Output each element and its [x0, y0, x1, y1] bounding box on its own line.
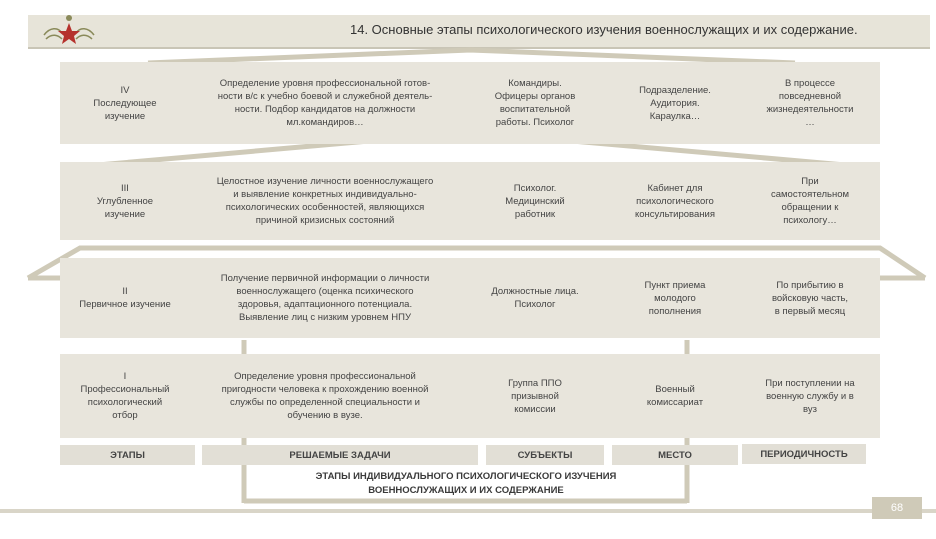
- stage-cell: II Первичное изучение: [79, 286, 171, 310]
- place-cell: Пункт приема молодого пополнения: [644, 279, 706, 317]
- stage-cell: IV Последующее изучение: [93, 84, 157, 122]
- stage-row-1: [60, 354, 880, 438]
- period-cell: По прибытию в войсковую часть, в первый месяц: [771, 279, 849, 317]
- column-header-subjects: СУБЪЕКТЫ: [486, 445, 604, 465]
- tasks-cell: Получение первичной информации о личности военнослужащего (оценка психического здоровья, адаптационного потенциала. Выявление лиц с низким уровнем НПУ: [220, 273, 430, 323]
- stage-row-2: [60, 258, 880, 338]
- stage-row-4: [60, 62, 880, 144]
- bottom-divider: [0, 509, 936, 513]
- place-cell: Подразделение. Аудитория. Караулка…: [639, 84, 711, 122]
- stage-cell: III Углубленное изучение: [96, 182, 154, 220]
- subjects-cell: Группа ППО призывной комиссии: [508, 377, 562, 415]
- period-cell: При поступлении на военную службу и в вуз: [765, 377, 855, 415]
- column-header-tasks: РЕШАЕМЫЕ ЗАДАЧИ: [202, 445, 478, 465]
- subjects-cell: Психолог. Медицинский работник: [505, 182, 565, 220]
- subjects-cell: Командиры. Офицеры органов воспитательной работы. Психолог: [494, 78, 576, 128]
- column-header-place: МЕСТО: [612, 445, 738, 465]
- foundation-caption: ЭТАПЫ ИНДИВИДУАЛЬНОГО ПСИХОЛОГИЧЕСКОГО ИЗУЧЕНИЯ ВОЕННОСЛУЖАЩИХ И ИХ СОДЕРЖАНИЕ: [315, 471, 617, 496]
- subjects-cell: Должностные лица. Психолог: [491, 286, 579, 310]
- place-cell: Кабинет для психологического консультирования: [635, 182, 715, 220]
- column-header-period: ПЕРИОДИЧНОСТЬ: [742, 444, 866, 464]
- column-header-stages: ЭТАПЫ: [60, 445, 195, 465]
- page-title: 14. Основные этапы психологического изучения военнослужащих и их содержание.: [350, 22, 858, 37]
- tasks-cell: Определение уровня профессиональной готов- ности в/с к учебно боевой и служебной деятель- ности. Подбор кандидатов на должности мл.командиров…: [217, 78, 433, 128]
- tasks-cell: Целостное изучение личности военнослужащего и выявление конкретных индивидуально- психологических особенностей, являющихся причиной кризисных состояний: [216, 176, 434, 226]
- tasks-cell: Определение уровня профессиональной пригодности человека к прохождению военной службы по определенной специальности и обучению в вузе.: [221, 371, 429, 421]
- place-cell: Военный комиссариат: [646, 384, 704, 408]
- stage-row-3: [60, 162, 880, 240]
- stage-cell: I Профессиональный психологический отбор: [80, 371, 170, 421]
- period-cell: При самостоятельном обращении к психологу…: [770, 176, 850, 226]
- page-number: 68: [872, 497, 922, 519]
- period-cell: В процессе повседневной жизнедеятельности …: [766, 78, 854, 128]
